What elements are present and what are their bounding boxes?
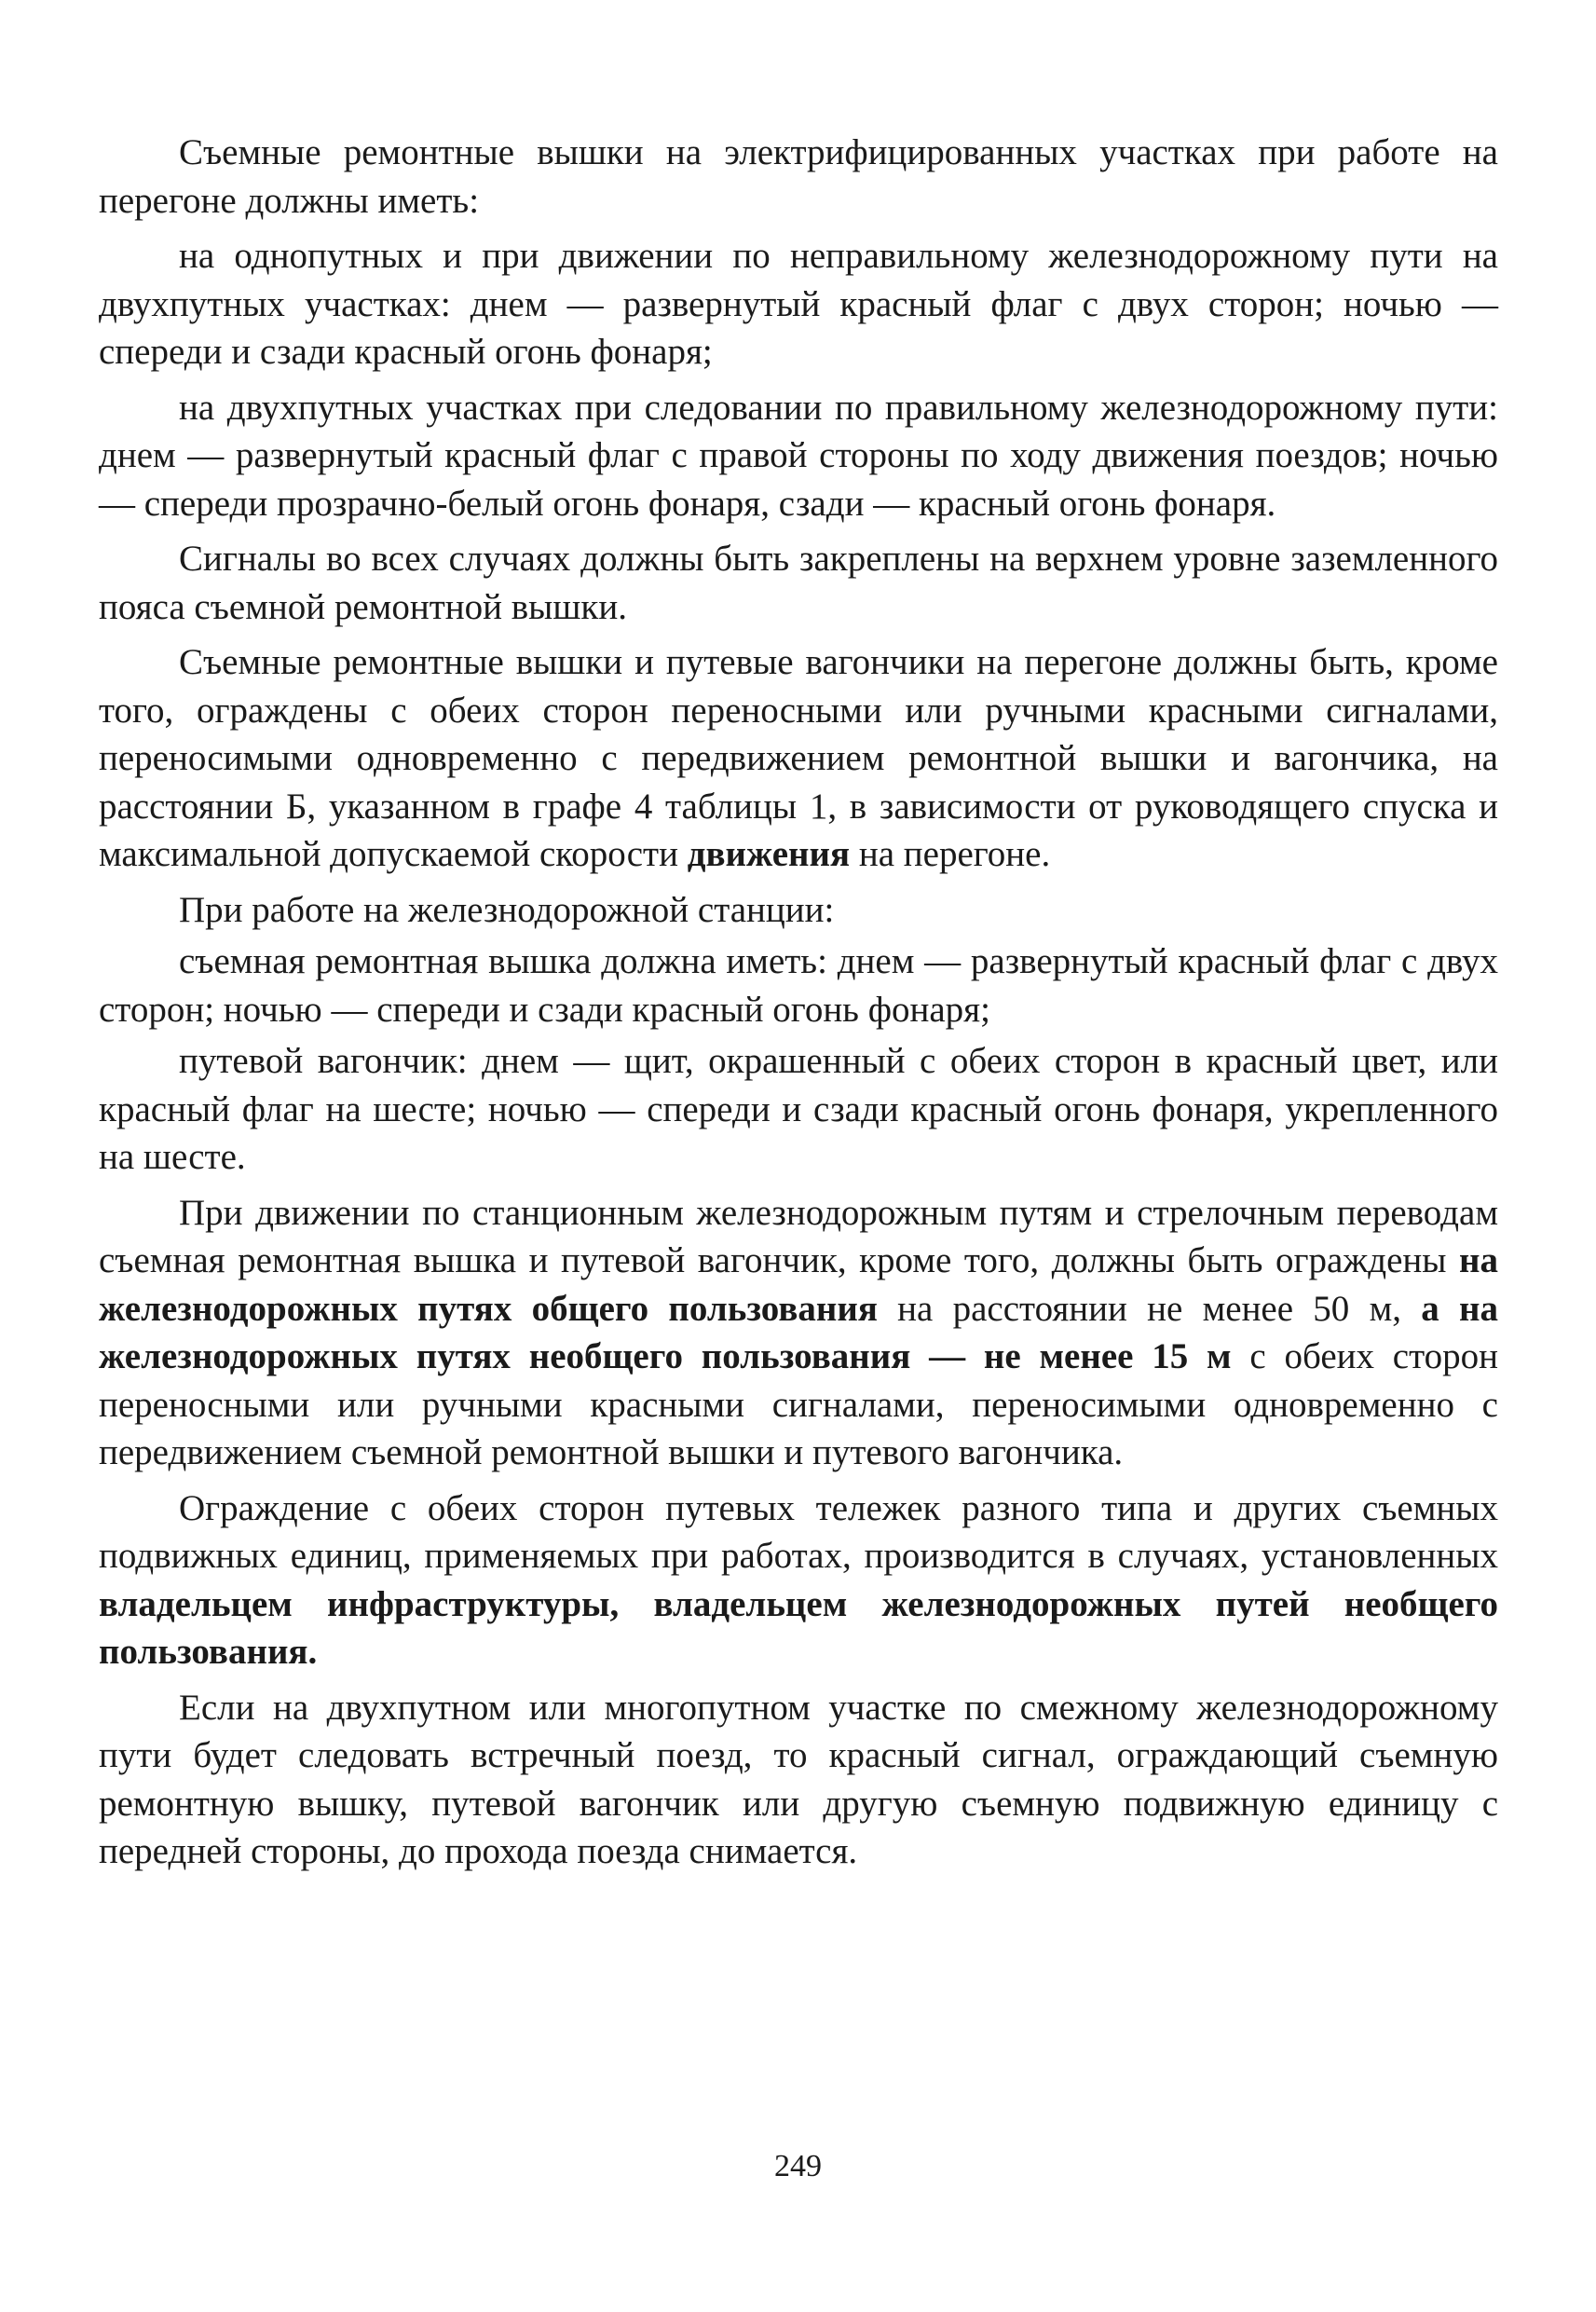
- paragraph-9-bold-b: а на железнодорожных путях необщего пользования — не менее 15 м: [99, 1288, 1498, 1376]
- paragraph-9-text-b: на расстоянии не менее 50 м,: [877, 1288, 1422, 1329]
- paragraph-7-text: съемная ремонтная вышка должна иметь: днем — развернутый красный флаг с двух сторон; ночью — спереди и сзади красный огонь фонаря;: [99, 941, 1498, 1030]
- paragraph-10-text-a: Ограждение с обеих сторон путевых тележек разного типа и других съемных подвижных единиц, применяемых при работах, производится в случаях, установленных: [99, 1487, 1498, 1576]
- paragraph-5-text-a: Съемные ремонтные вышки и путевые вагончики на перегоне должны быть, кроме того, ограждены с обеих сторон переносными или ручными красными сигналами, переносимыми одновременно с передвижением ремонтной вышки и вагончика, на расстоянии Б, указанном в графе 4 таблицы 1, в зависимости от руководящего спуска и максимальной допускаемой скорости: [99, 642, 1498, 874]
- paragraph-10: [99, 1484, 1498, 1676]
- paragraph-5: [99, 638, 1498, 879]
- paragraph-8-text: путевой вагончик: днем — щит, окрашенный с обеих сторон в красный цвет, или красный флаг на шесте; ночью — спереди и сзади красный огонь фонаря, укрепленного на шесте.: [99, 1041, 1498, 1177]
- paragraph-8: [99, 1037, 1498, 1182]
- paragraph-7: [99, 937, 1498, 1033]
- page-number: 249: [774, 2149, 822, 2183]
- paragraph-10-bold-a: владельцем инфраструктуры, владельцем железнодорожных путей необщего пользования.: [99, 1583, 1498, 1672]
- paragraph-6-text: При работе на железнодорожной станции:: [179, 889, 835, 930]
- paragraph-6: [99, 886, 1498, 935]
- paragraph-5-bold-a: движения: [687, 834, 851, 874]
- paragraph-4-text: Сигналы во всех случаях должны быть закреплены на верхнем уровне заземленного пояса съемной ремонтной вышки.: [99, 539, 1498, 627]
- paragraph-1-text: Съемные ремонтные вышки на электрифицированных участках при работе на перегоне должны иметь:: [99, 132, 1498, 221]
- paragraph-9-text-c: с обеих сторон переносными или ручными красными сигналами, переносимыми одновременно с передвижением съемной ремонтной вышки и путевого вагончика.: [99, 1336, 1499, 1472]
- paragraph-1: [99, 129, 1498, 225]
- page-body: [99, 129, 1498, 1883]
- paragraph-2-text: на однопутных и при движении по неправильному железнодорожному пути на двухпутных участках: днем — развернутый красный флаг с двух сторон; ночью — спереди и сзади красный огонь фонаря;: [99, 236, 1498, 372]
- paragraph-3: [99, 384, 1498, 528]
- paragraph-11: [99, 1684, 1498, 1876]
- paragraph-2: [99, 232, 1498, 376]
- paragraph-9: [99, 1189, 1498, 1477]
- paragraph-11-text: Если на двухпутном или многопутном участке по смежному железнодорожному пути будет следовать встречный поезд, то красный сигнал, ограждающий съемную ремонтную вышку, путевой вагончик или другую съемную подвижную единицу с передней стороны, до прохода поезда снимается.: [99, 1687, 1498, 1871]
- paragraph-5-text-b: на перегоне.: [850, 834, 1051, 874]
- paragraph-3-text: на двухпутных участках при следовании по правильному железнодорожному пути: днем — развернутый красный флаг с правой стороны по ходу движения поездов; ночью — спереди прозрачно-белый огонь фонаря, сзади — красный огонь фонаря.: [99, 387, 1498, 524]
- paragraph-9-text-a: При движении по станционным железнодорожным путям и стрелочным переводам съемная ремонтная вышка и путевой вагончик, кроме того, должны быть ограждены: [99, 1192, 1498, 1280]
- paragraph-9-bold-a: на железнодорожных путях общего пользования: [99, 1240, 1498, 1329]
- paragraph-4: [99, 535, 1498, 631]
